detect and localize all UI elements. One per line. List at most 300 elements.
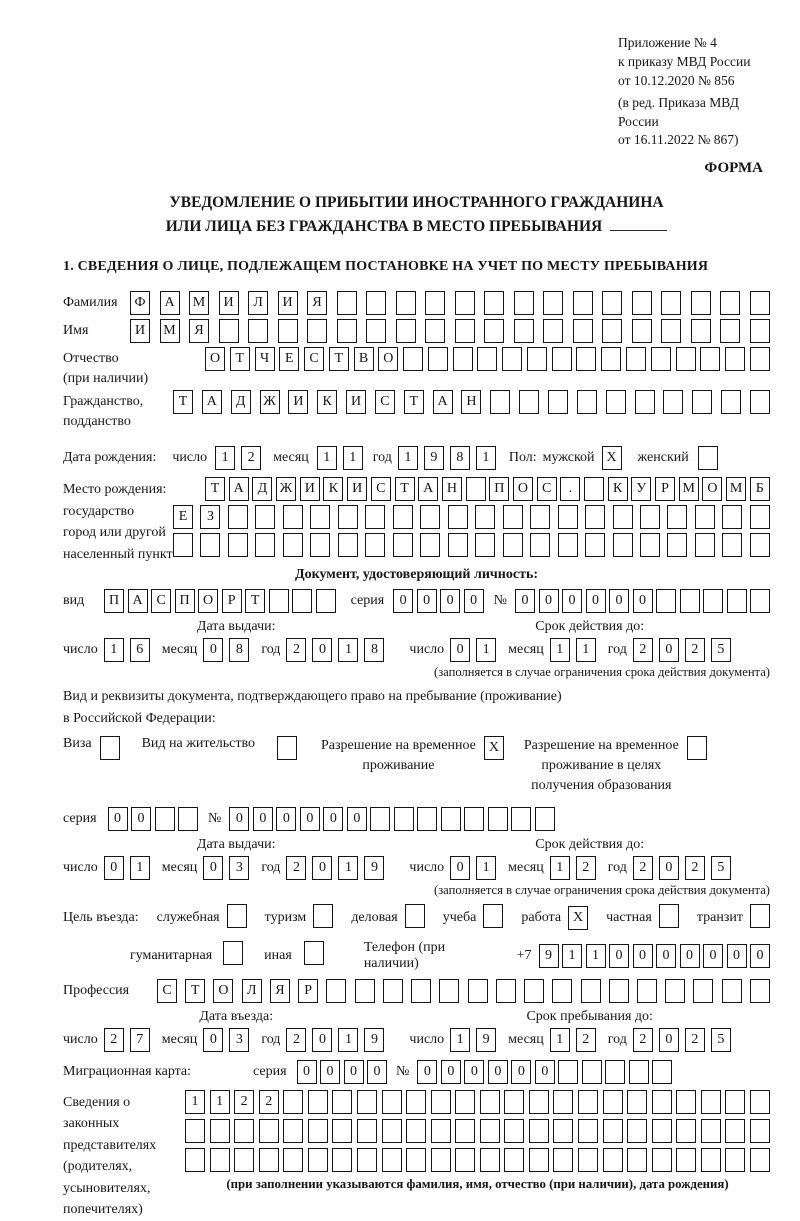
form-cell[interactable]: И [346,390,366,414]
form-cell[interactable] [173,533,193,557]
form-cell[interactable]: 1 [476,638,496,662]
form-cell[interactable] [357,1148,377,1172]
form-cell[interactable]: Я [189,319,209,343]
form-cell[interactable]: 9 [476,1028,496,1052]
form-cell[interactable] [420,505,440,529]
form-cell[interactable] [750,390,770,414]
form-cell[interactable] [695,505,715,529]
form-cell[interactable] [585,533,605,557]
form-cell[interactable]: У [631,477,651,501]
form-cell[interactable]: Р [222,589,242,613]
form-cell[interactable] [722,979,742,1003]
form-cell[interactable]: 2 [633,638,653,662]
form-cell[interactable] [382,1090,402,1114]
form-cell[interactable] [582,1060,602,1084]
form-cell[interactable] [483,904,503,928]
form-cell[interactable] [514,291,534,315]
form-cell[interactable] [603,1119,623,1143]
form-cell[interactable] [627,1119,647,1143]
form-cell[interactable] [720,319,740,343]
form-cell[interactable]: 2 [286,856,306,880]
form-cell[interactable]: 1 [338,638,358,662]
form-cell[interactable]: Я [307,291,327,315]
form-cell[interactable]: Д [231,390,251,414]
form-cell[interactable]: Р [655,477,675,501]
form-cell[interactable] [663,390,683,414]
form-cell[interactable] [701,1090,721,1114]
form-cell[interactable]: П [175,589,195,613]
form-cell[interactable]: 2 [633,1028,653,1052]
form-cell[interactable] [627,1090,647,1114]
form-cell[interactable] [475,533,495,557]
form-cell[interactable] [503,533,523,557]
form-cell[interactable] [652,1148,672,1172]
form-cell[interactable]: 0 [562,589,582,613]
form-cell[interactable]: 0 [609,944,629,968]
form-cell[interactable] [283,533,303,557]
form-cell[interactable]: 3 [229,1028,249,1052]
form-cell[interactable]: Ч [255,347,275,371]
form-cell[interactable] [602,319,622,343]
form-cell[interactable] [475,505,495,529]
form-cell[interactable] [393,505,413,529]
form-cell[interactable] [558,533,578,557]
form-cell[interactable] [439,979,459,1003]
form-cell[interactable] [405,904,425,928]
form-cell[interactable]: С [371,477,391,501]
form-cell[interactable]: 2 [685,1028,705,1052]
form-cell[interactable]: А [418,477,438,501]
form-cell[interactable] [366,291,386,315]
form-cell[interactable]: О [513,477,533,501]
form-cell[interactable] [543,291,563,315]
form-cell[interactable]: 0 [609,589,629,613]
form-cell[interactable] [411,979,431,1003]
form-cell[interactable]: К [323,477,343,501]
form-cell[interactable]: С [151,589,171,613]
form-cell[interactable] [656,589,676,613]
form-cell[interactable] [584,477,604,501]
form-cell[interactable]: 0 [727,944,747,968]
form-cell[interactable] [283,505,303,529]
form-cell[interactable] [701,1119,721,1143]
form-cell[interactable] [524,979,544,1003]
form-cell[interactable] [455,319,475,343]
form-cell[interactable] [725,1090,745,1114]
form-cell[interactable] [750,904,770,928]
form-cell[interactable]: 1 [550,856,570,880]
form-cell[interactable]: 5 [711,638,731,662]
form-cell[interactable]: 0 [312,856,332,880]
form-cell[interactable] [676,347,696,371]
form-cell[interactable] [637,979,657,1003]
form-cell[interactable] [332,1090,352,1114]
form-cell[interactable]: Ж [276,477,296,501]
form-cell[interactable]: Т [185,979,205,1003]
form-cell[interactable] [357,1090,377,1114]
form-cell[interactable] [552,979,572,1003]
form-cell[interactable]: 0 [417,1060,437,1084]
form-cell[interactable] [504,1148,524,1172]
form-cell[interactable] [502,347,522,371]
form-cell[interactable] [178,807,198,831]
form-cell[interactable] [632,319,652,343]
form-cell[interactable]: М [160,319,180,343]
form-cell[interactable]: 2 [685,638,705,662]
form-cell[interactable] [403,347,423,371]
form-cell[interactable] [484,319,504,343]
form-cell[interactable] [277,736,297,760]
form-cell[interactable] [355,979,375,1003]
form-cell[interactable]: О [702,477,722,501]
form-cell[interactable] [578,1148,598,1172]
form-cell[interactable]: 1 [317,446,337,470]
form-cell[interactable]: 2 [633,856,653,880]
form-cell[interactable]: М [726,477,746,501]
form-cell[interactable] [307,319,327,343]
form-cell[interactable] [455,1148,475,1172]
form-cell[interactable] [558,1060,578,1084]
form-cell[interactable]: 0 [659,638,679,662]
form-cell[interactable]: 2 [576,856,596,880]
form-cell[interactable] [722,533,742,557]
form-cell[interactable]: Е [173,505,193,529]
form-cell[interactable] [721,390,741,414]
form-cell[interactable]: 0 [108,807,128,831]
form-cell[interactable]: 1 [576,638,596,662]
form-cell[interactable] [332,1119,352,1143]
form-cell[interactable]: 1 [562,944,582,968]
form-cell[interactable] [661,319,681,343]
form-cell[interactable] [338,505,358,529]
form-cell[interactable]: 8 [364,638,384,662]
form-cell[interactable] [308,1148,328,1172]
form-cell[interactable]: Р [298,979,318,1003]
form-cell[interactable] [210,1148,230,1172]
form-cell[interactable] [613,533,633,557]
form-cell[interactable]: 0 [347,807,367,831]
form-cell[interactable] [365,505,385,529]
form-cell[interactable] [553,1090,573,1114]
form-cell[interactable] [431,1148,451,1172]
form-cell[interactable] [750,1090,770,1114]
form-cell[interactable]: 0 [344,1060,364,1084]
form-cell[interactable]: М [679,477,699,501]
form-cell[interactable] [219,319,239,343]
form-cell[interactable] [519,390,539,414]
form-cell[interactable]: 0 [203,856,223,880]
form-cell[interactable] [691,291,711,315]
form-cell[interactable]: 0 [703,944,723,968]
form-cell[interactable]: Н [461,390,481,414]
form-cell[interactable] [652,1119,672,1143]
form-cell[interactable]: . [560,477,580,501]
form-cell[interactable]: А [202,390,222,414]
form-cell[interactable]: О [213,979,233,1003]
form-cell[interactable] [455,1090,475,1114]
form-cell[interactable] [530,533,550,557]
form-cell[interactable] [750,505,770,529]
form-cell[interactable]: X [568,906,588,930]
form-cell[interactable] [581,979,601,1003]
form-cell[interactable] [750,347,770,371]
form-cell[interactable] [511,807,531,831]
form-cell[interactable] [448,505,468,529]
form-cell[interactable] [484,291,504,315]
form-cell[interactable] [259,1148,279,1172]
form-cell[interactable] [529,1148,549,1172]
form-cell[interactable] [417,807,437,831]
form-cell[interactable] [722,505,742,529]
form-cell[interactable] [420,533,440,557]
form-cell[interactable] [393,533,413,557]
form-cell[interactable] [543,319,563,343]
form-cell[interactable] [632,291,652,315]
form-cell[interactable] [248,319,268,343]
form-cell[interactable]: 9 [364,856,384,880]
form-cell[interactable] [667,505,687,529]
form-cell[interactable]: 0 [633,944,653,968]
form-cell[interactable]: Я [270,979,290,1003]
form-cell[interactable]: 1 [130,856,150,880]
form-cell[interactable]: 0 [104,856,124,880]
form-cell[interactable]: 0 [633,589,653,613]
form-cell[interactable] [185,1148,205,1172]
form-cell[interactable] [698,446,718,470]
form-cell[interactable] [383,979,403,1003]
form-cell[interactable]: 2 [259,1090,279,1114]
form-cell[interactable] [357,1119,377,1143]
form-cell[interactable]: 0 [276,807,296,831]
form-cell[interactable]: 1 [550,638,570,662]
form-cell[interactable] [750,589,770,613]
form-cell[interactable]: 1 [550,1028,570,1052]
form-cell[interactable]: 0 [680,944,700,968]
form-cell[interactable] [466,477,486,501]
form-cell[interactable] [234,1148,254,1172]
form-cell[interactable]: Л [242,979,262,1003]
form-cell[interactable] [676,1090,696,1114]
form-cell[interactable] [227,904,247,928]
form-cell[interactable] [578,1119,598,1143]
form-cell[interactable] [332,1148,352,1172]
form-cell[interactable] [259,1119,279,1143]
form-cell[interactable] [283,1148,303,1172]
form-cell[interactable] [366,319,386,343]
form-cell[interactable] [255,505,275,529]
form-cell[interactable]: 1 [398,446,418,470]
form-cell[interactable] [558,505,578,529]
form-cell[interactable] [448,533,468,557]
form-cell[interactable] [692,390,712,414]
form-cell[interactable]: X [484,736,504,760]
form-cell[interactable]: 0 [511,1060,531,1084]
form-cell[interactable]: И [219,291,239,315]
form-cell[interactable] [529,1119,549,1143]
form-cell[interactable]: 0 [312,638,332,662]
form-cell[interactable] [210,1119,230,1143]
form-cell[interactable] [480,1148,500,1172]
form-cell[interactable] [396,291,416,315]
form-cell[interactable]: 0 [656,944,676,968]
form-cell[interactable] [727,589,747,613]
form-cell[interactable] [651,347,671,371]
form-cell[interactable]: И [278,291,298,315]
form-cell[interactable]: 2 [576,1028,596,1052]
form-cell[interactable]: 1 [215,446,235,470]
form-cell[interactable]: 0 [535,1060,555,1084]
form-cell[interactable]: Ж [260,390,280,414]
form-cell[interactable] [503,505,523,529]
form-cell[interactable] [477,347,497,371]
form-cell[interactable] [504,1119,524,1143]
form-cell[interactable]: 0 [323,807,343,831]
form-cell[interactable] [750,1119,770,1143]
form-cell[interactable] [635,390,655,414]
form-cell[interactable]: Б [750,477,770,501]
form-cell[interactable] [529,1090,549,1114]
form-cell[interactable] [382,1119,402,1143]
form-cell[interactable]: И [130,319,150,343]
form-cell[interactable] [228,533,248,557]
form-cell[interactable]: З [200,505,220,529]
form-cell[interactable] [573,291,593,315]
form-cell[interactable] [605,1060,625,1084]
form-cell[interactable] [527,347,547,371]
form-cell[interactable] [661,291,681,315]
form-cell[interactable] [464,807,484,831]
form-cell[interactable] [337,319,357,343]
form-cell[interactable] [310,505,330,529]
form-cell[interactable] [234,1119,254,1143]
form-cell[interactable] [750,319,770,343]
form-cell[interactable] [750,979,770,1003]
form-cell[interactable] [283,1090,303,1114]
form-cell[interactable] [155,807,175,831]
form-cell[interactable] [665,979,685,1003]
form-cell[interactable] [676,1148,696,1172]
form-cell[interactable] [514,319,534,343]
form-cell[interactable] [548,390,568,414]
form-cell[interactable] [693,979,713,1003]
form-cell[interactable]: А [128,589,148,613]
form-cell[interactable] [576,347,596,371]
form-cell[interactable] [338,533,358,557]
form-cell[interactable] [406,1090,426,1114]
form-cell[interactable] [725,1119,745,1143]
form-cell[interactable]: 0 [488,1060,508,1084]
form-cell[interactable] [640,533,660,557]
form-cell[interactable]: 0 [312,1028,332,1052]
form-cell[interactable] [370,807,390,831]
form-cell[interactable] [552,347,572,371]
form-cell[interactable]: 0 [203,638,223,662]
form-cell[interactable] [530,505,550,529]
form-cell[interactable] [431,1090,451,1114]
form-cell[interactable] [480,1090,500,1114]
form-cell[interactable]: 1 [450,1028,470,1052]
form-cell[interactable]: Т [173,390,193,414]
form-cell[interactable]: 0 [229,807,249,831]
form-cell[interactable] [680,589,700,613]
form-cell[interactable] [200,533,220,557]
form-cell[interactable] [365,533,385,557]
form-cell[interactable] [750,533,770,557]
form-cell[interactable] [431,1119,451,1143]
form-cell[interactable] [609,979,629,1003]
form-cell[interactable] [652,1060,672,1084]
form-cell[interactable] [725,1148,745,1172]
form-cell[interactable] [640,505,660,529]
form-cell[interactable]: И [300,477,320,501]
form-cell[interactable] [406,1148,426,1172]
form-cell[interactable]: С [157,979,177,1003]
form-cell[interactable]: О [205,347,225,371]
form-cell[interactable]: 2 [286,638,306,662]
form-cell[interactable] [659,904,679,928]
form-cell[interactable]: 0 [515,589,535,613]
form-cell[interactable] [750,291,770,315]
form-cell[interactable]: 9 [424,446,444,470]
form-cell[interactable] [613,505,633,529]
form-cell[interactable] [394,807,414,831]
form-cell[interactable] [553,1148,573,1172]
form-cell[interactable] [577,390,597,414]
form-cell[interactable]: Т [205,477,225,501]
form-cell[interactable]: 2 [685,856,705,880]
form-cell[interactable]: 2 [286,1028,306,1052]
form-cell[interactable]: 0 [450,638,470,662]
form-cell[interactable]: Т [245,589,265,613]
form-cell[interactable]: 0 [659,1028,679,1052]
form-cell[interactable]: 1 [338,856,358,880]
form-cell[interactable]: И [347,477,367,501]
form-cell[interactable]: 8 [229,638,249,662]
form-cell[interactable] [676,1119,696,1143]
form-cell[interactable] [573,319,593,343]
form-cell[interactable]: Ф [130,291,150,315]
form-cell[interactable]: К [608,477,628,501]
form-cell[interactable]: И [288,390,308,414]
form-cell[interactable] [228,505,248,529]
form-cell[interactable] [488,807,508,831]
form-cell[interactable] [468,979,488,1003]
form-cell[interactable]: Д [252,477,272,501]
form-cell[interactable]: 8 [450,446,470,470]
form-cell[interactable]: О [378,347,398,371]
form-cell[interactable] [687,736,707,760]
form-cell[interactable]: 0 [320,1060,340,1084]
form-cell[interactable] [490,390,510,414]
form-cell[interactable]: А [229,477,249,501]
form-cell[interactable]: 0 [659,856,679,880]
form-cell[interactable] [278,319,298,343]
form-cell[interactable]: 1 [476,856,496,880]
form-cell[interactable]: С [304,347,324,371]
form-cell[interactable] [326,979,346,1003]
form-cell[interactable] [553,1119,573,1143]
form-cell[interactable] [480,1119,500,1143]
form-cell[interactable]: В [354,347,374,371]
form-cell[interactable] [691,319,711,343]
form-cell[interactable]: М [189,291,209,315]
form-cell[interactable] [627,1148,647,1172]
form-cell[interactable] [304,941,324,965]
form-cell[interactable] [100,736,120,760]
form-cell[interactable]: П [104,589,124,613]
form-cell[interactable]: 0 [464,589,484,613]
form-cell[interactable]: 0 [300,807,320,831]
